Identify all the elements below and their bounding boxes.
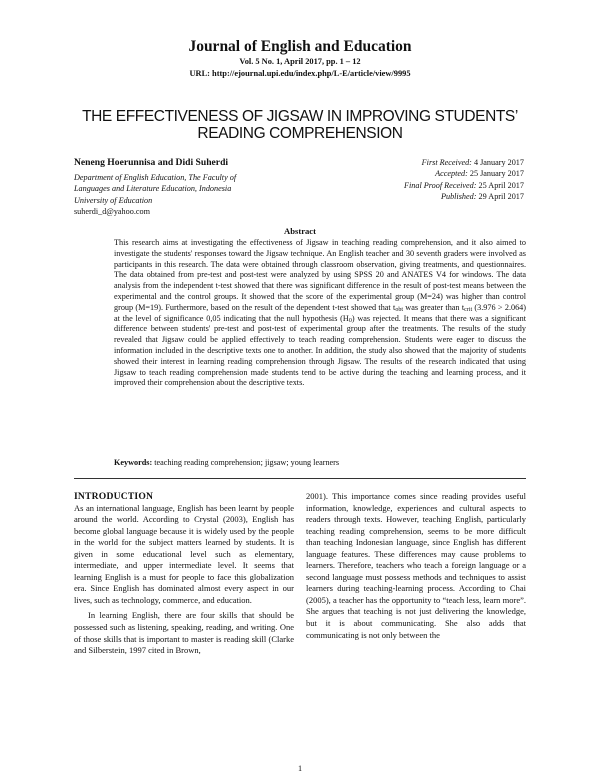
intro-heading: INTRODUCTION [74, 491, 154, 502]
author-email[interactable]: suherdi_d@yahoo.com [74, 207, 150, 216]
affiliation-line: University of Education [74, 195, 153, 205]
date-value: 29 April 2017 [478, 191, 524, 201]
body-paragraph: 2001). This importance comes since reading provides useful information, knowledge, experiences and cultural aspects to readers through texts. However, teaching English, particularly teaching reading comprehension, seems to be more difficult than teaching Indonesian language, since English has different language features. These differences may cause problems to learners. Therefore, teachers who teach a foreign language or a second language must possess methods and techniques to assist learners during teaching-learning process. According to Chai (2005), a teacher has the opportunity to “teach less, learn more”. She argues that teaching is not just delivering the knowledge, but it is about communicating. She also adds that communicating is not only between the [306, 491, 526, 640]
date-published [404, 191, 524, 202]
subscript: obt [395, 306, 403, 313]
article-dates [404, 157, 524, 202]
abstract-text: This research aims at investigating the effectiveness of Jigsaw in teaching reading comprehension, and it also aimed to investigate the students' responses toward the Jigsaw technique. An English teacher and 30 seventh graders were involved as participants in this research. The data were obtained through classroom observation, giving treatments, and questionnaires. The data obtained from pre-test and post-test were analyzed by using SPSS 20 and ANATES V4 for windows. The data analysis from the independent t-test showed that there was significant difference in the result of post-test means between the experimental and the control groups. It showed that the score of the experimental group (M=24) was higher than control group (M=19). Furthermore, based on the result of the dependent t-test showed that t [114, 238, 526, 312]
journal-volume: Vol. 5 No. 1, April 2017, pp. 1 – 12 [239, 57, 361, 66]
abstract-text: ) was rejected. It means that there was a significant difference between students' pre-test and post-test of experimental group after the treatments. The results of the study revealed that Jigsaw could be applied effectively to teach reading comprehension. Students were eager to discuss the information included in the descriptive texts one to another. In addition, the study also showed that the majority of students showed their interest in learning reading comprehension through Jigsaw. The results of the research indicated that using Jigsaw to teach reading comprehension made students tend to be active during the teaching and learning process, and it improved their comprehension about the descriptive texts. [114, 313, 526, 388]
keywords-label: Keywords: [114, 458, 153, 467]
page-number: 1 [297, 764, 303, 773]
body-paragraph: As an international language, English has been learnt by people around the world. According to Crystal (2003), English has become global language because it is widely used by the people in the world for the subject matters learned by students. It is given in some educational level such as elementary, intermediate, and upper intermediate level. It seems that learning English is a must for people to face this globalization era. Since English has dominated almost every aspect in our lives, such as technology, commerce, and education. [74, 502, 294, 605]
date-value: 25 January 2017 [469, 169, 524, 179]
keywords-text: teaching reading comprehension; jigsaw; young learners [152, 458, 340, 467]
date-final-proof [404, 180, 524, 191]
date-label: First Received: [421, 158, 472, 167]
abstract-text: was greater than t [402, 302, 465, 312]
body-column-right [306, 491, 526, 641]
abstract-paragraph [114, 238, 526, 389]
affiliation-line: Department of English Education, The Faculty of [74, 173, 237, 182]
journal-url[interactable]: URL: http://ejournal.upi.edu/index.php/L-E/article/view/9995 [189, 69, 411, 78]
authors: Neneng Hoerunnisa and Didi Suherdi [74, 157, 229, 168]
date-label: Published: [440, 191, 477, 201]
affiliation [74, 172, 304, 206]
date-label: Final Proof Received: [404, 180, 477, 190]
date-label: Accepted: [435, 169, 468, 179]
abstract-heading: Abstract [284, 226, 316, 236]
section-divider [74, 478, 526, 479]
body-column-left [74, 491, 294, 657]
subscript: crit [464, 306, 473, 313]
affiliation-line: Languages and Literature Education, Indonesia [74, 184, 232, 194]
paper-title: THE EFFECTIVENESS OF JIGSAW IN IMPROVING STUDENTS’ READING COMPREHENSION [82, 108, 518, 142]
date-value: 25 April 2017 [478, 180, 524, 190]
abstract-body [114, 238, 526, 389]
journal-title: Journal of English and Education [188, 38, 412, 55]
keywords [114, 458, 339, 467]
body-paragraph: In learning English, there are four skills that should be possessed such as listening, speaking, reading, and writing. One of those skills that is important to master is reading skill (Clarke and Silberstein, 1997 cited in Brown, [74, 610, 294, 656]
date-first-received [404, 157, 524, 168]
subscript: 0 [348, 317, 352, 324]
date-accepted [404, 168, 524, 179]
abstract-text: (3.976 > 2.064) at the level of significance 0,05 indicating that the null hypothesis (H [114, 302, 526, 323]
date-value: 4 January 2017 [473, 158, 524, 167]
